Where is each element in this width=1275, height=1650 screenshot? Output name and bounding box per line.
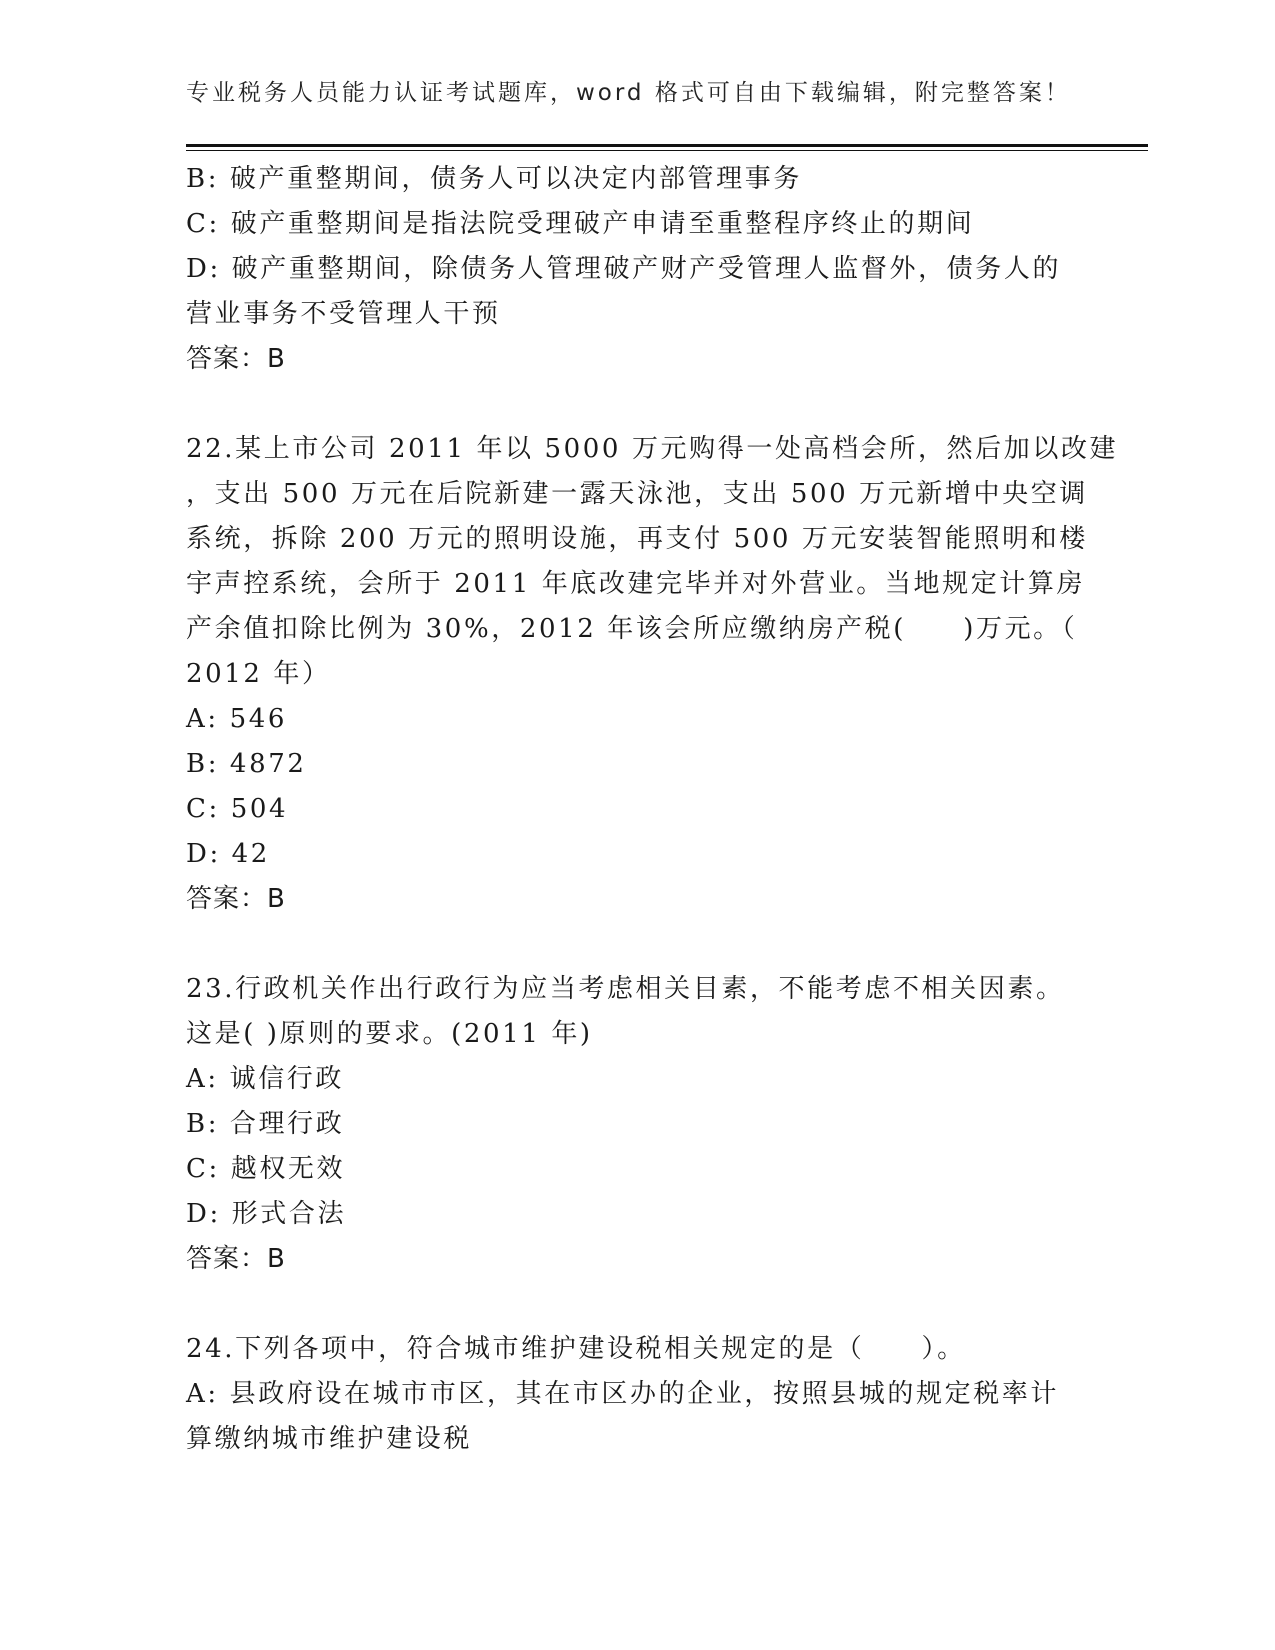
header-rule-thin (186, 150, 1148, 151)
spacer (186, 922, 1086, 967)
option-b: B: 合理行政 (186, 1109, 345, 1139)
answer: 答案：B (186, 344, 286, 374)
option-c: C: 破产重整期间是指法院受理破产申请至重整程序终止的期间 (186, 209, 975, 239)
question-23 (186, 967, 1086, 1282)
question-stem: ，支出 500 万元在后院新建一露天泳池，支出 500 万元新增中央空调 (186, 479, 1088, 509)
option-c: C: 越权无效 (186, 1154, 346, 1184)
option-b: B: 破产重整期间，债务人可以决定内部管理事务 (186, 164, 802, 194)
question-stem: 2012 年） (186, 659, 331, 689)
option-a-continued: 算缴纳城市维护建设税 (186, 1424, 473, 1454)
question-22 (186, 427, 1119, 922)
option-a: A: 诚信行政 (186, 1064, 345, 1094)
question-stem: 这是( )原则的要求。(2011 年) (186, 1019, 593, 1049)
page-header: 专业税务人员能力认证考试题库，word 格式可自由下载编辑，附完整答案！ (186, 80, 1071, 106)
option-d: D: 42 (186, 839, 270, 869)
option-c: C: 504 (186, 794, 289, 824)
question-24 (186, 1327, 1086, 1462)
option-b: B: 4872 (186, 749, 307, 779)
answer: 答案：B (186, 1244, 286, 1274)
answer: 答案：B (186, 884, 286, 914)
question-21 (186, 157, 1086, 382)
question-stem: 宇声控系统，会所于 2011 年底改建完毕并对外营业。当地规定计算房 (186, 569, 1086, 599)
option-d: D: 形式合法 (186, 1199, 347, 1229)
question-stem: 24.下列各项中，符合城市维护建设税相关规定的是（ ）。 (186, 1334, 966, 1364)
question-stem: 22.某上市公司 2011 年以 5000 万元购得一处高档会所，然后加以改建 (186, 434, 1119, 464)
document-body (186, 157, 1119, 1462)
header-rule-thick (186, 144, 1148, 147)
spacer (186, 382, 1086, 427)
option-d: D: 破产重整期间，除债务人管理破产财产受管理人监督外，债务人的 (186, 254, 1062, 284)
question-stem: 23.行政机关作出行政行为应当考虑相关目素，不能考虑不相关因素。 (186, 974, 1065, 1004)
option-a: A: 县政府设在城市市区，其在市区办的企业，按照县城的规定税率计 (186, 1379, 1060, 1409)
question-stem: 系统，拆除 200 万元的照明设施，再支付 500 万元安装智能照明和楼 (186, 524, 1088, 554)
question-stem: 产余值扣除比例为 30%，2012 年该会所应缴纳房产税( )万元。（ (186, 614, 1078, 644)
option-a: A: 546 (186, 704, 288, 734)
spacer (186, 1282, 1086, 1327)
option-d-continued: 营业事务不受管理人干预 (186, 299, 501, 329)
